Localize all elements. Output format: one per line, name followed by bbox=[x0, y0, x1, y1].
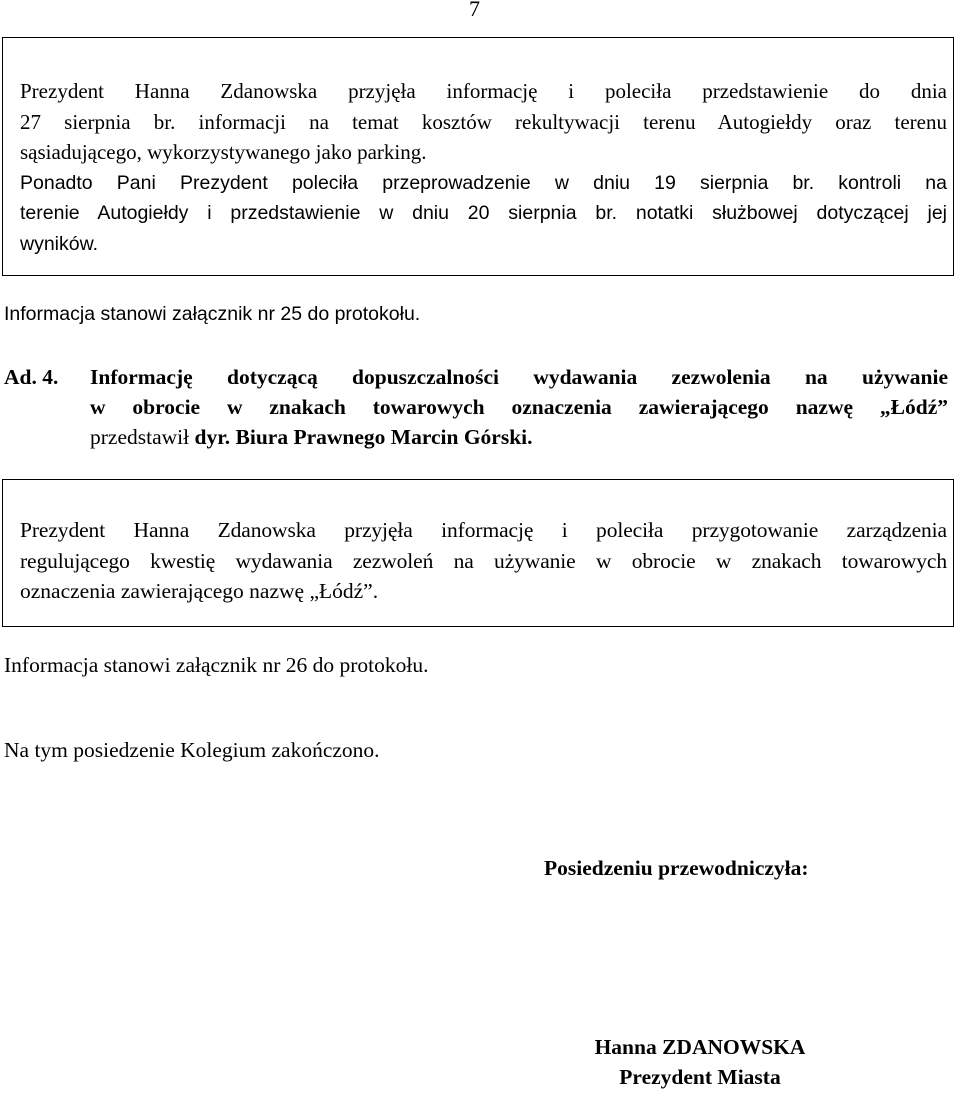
decision-line: Prezydent Hanna Zdanowska przyjęła informację i poleciła przygotowanie zarządzenia bbox=[20, 518, 947, 542]
decision-line: regulującego kwestię wydawania zezwoleń na używanie w obrocie w znakach towarowych bbox=[20, 548, 947, 573]
signature-block bbox=[560, 1032, 840, 1092]
decision-box-lodz-name bbox=[2, 479, 954, 627]
agenda-item-text bbox=[90, 362, 948, 452]
agenda-presenter: dyr. Biura Prawnego Marcin Górski. bbox=[194, 425, 533, 449]
agenda-line: Informację dotyczącą dopuszczalności wydawania zezwolenia na używanie bbox=[90, 365, 948, 389]
agenda-item-label: Ad. 4. bbox=[4, 365, 59, 389]
agenda-item-4 bbox=[4, 362, 948, 452]
attachment-note-26: Informacja stanowi załącznik nr 26 do protokołu. bbox=[4, 653, 429, 677]
agenda-line: w obrocie w znakach towarowych oznaczenia zawierającego nazwę „Łódź” bbox=[90, 395, 948, 419]
closing-statement: Na tym posiedzenie Kolegium zakończono. bbox=[4, 738, 380, 762]
decision-line: Prezydent Hanna Zdanowska przyjęła informację i poleciła przedstawienie do dnia bbox=[20, 79, 947, 103]
decision-box-autogielda bbox=[2, 37, 954, 276]
signatory-name: Hanna ZDANOWSKA bbox=[594, 1035, 806, 1059]
decision-text bbox=[20, 515, 947, 607]
decision-line: Ponadto Pani Prezydent poleciła przeprowadzenie w dniu 19 sierpnia br. kontroli na bbox=[20, 171, 947, 194]
decision-line: sąsiadującego, wykorzystywanego jako parking. bbox=[20, 140, 427, 164]
decision-line: wyników. bbox=[20, 232, 99, 255]
attachment-note-25: Informacja stanowi załącznik nr 25 do protokołu. bbox=[4, 303, 421, 325]
chair-label: Posiedzeniu przewodniczyła: bbox=[544, 856, 809, 880]
page-number: 7 bbox=[469, 0, 480, 21]
agenda-presented-by: przedstawił bbox=[90, 425, 195, 449]
signatory-title: Prezydent Miasta bbox=[619, 1065, 781, 1089]
decision-line: terenie Autogiełdy i przedstawienie w dniu 20 sierpnia br. notatki służbowej dotyczącej jej bbox=[20, 202, 947, 224]
decision-text bbox=[20, 76, 947, 259]
agenda-line bbox=[90, 422, 948, 452]
decision-line: 27 sierpnia br. informacji na temat kosztów rekultywacji terenu Autogiełdy oraz terenu bbox=[20, 109, 947, 134]
decision-line: oznaczenia zawierającego nazwę „Łódź”. bbox=[20, 579, 379, 603]
